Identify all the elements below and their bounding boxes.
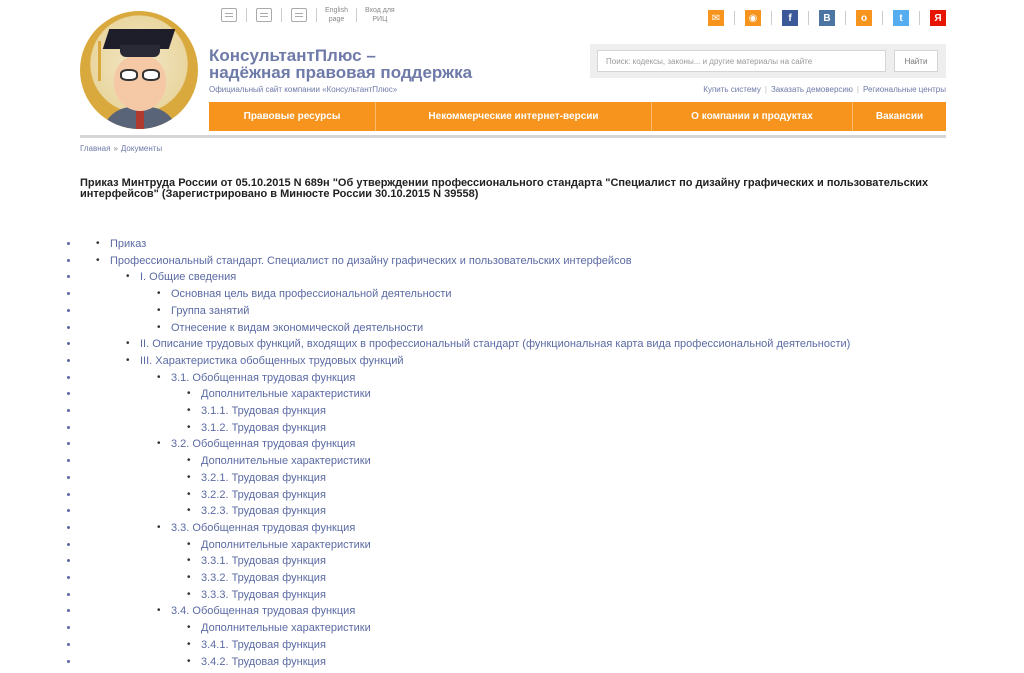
print-icon[interactable] — [256, 8, 272, 22]
facebook-icon[interactable]: f — [782, 10, 798, 26]
toc-link[interactable]: Группа занятий — [171, 304, 250, 317]
toc-item — [80, 269, 946, 286]
mail-icon[interactable]: ✉ — [708, 10, 724, 26]
odnoklassniki-icon[interactable]: о — [856, 10, 872, 26]
toc-link[interactable]: 3.3. Обобщенная трудовая функция — [171, 521, 356, 534]
nav-legal-resources[interactable]: Правовые ресурсы — [209, 102, 376, 131]
toc-item — [80, 503, 946, 520]
brand-subtitle: Официальный сайт компании «КонсультантПлюс» — [209, 85, 398, 94]
breadcrumb: Главная » Документы — [80, 144, 163, 153]
table-of-contents — [80, 236, 946, 670]
toc-link[interactable]: Дополнительные характеристики — [201, 622, 371, 635]
toc-item — [80, 637, 946, 654]
nav-vacancies[interactable]: Вакансии — [875, 111, 924, 122]
toc-item — [80, 570, 946, 587]
toc-item — [80, 553, 946, 570]
toc-item — [80, 370, 946, 387]
toc-link[interactable]: Профессиональный стандарт. Специалист по дизайну графических и пользовательских интерфейсов — [110, 254, 632, 267]
toc-item — [80, 470, 946, 487]
toc-item — [80, 253, 946, 270]
brand-title[interactable]: КонсультантПлюс – надёжная правовая поддержка — [209, 46, 473, 82]
vkontakte-icon[interactable]: В — [819, 10, 835, 26]
toc-link[interactable]: Дополнительные характеристики — [201, 388, 371, 401]
toc-link[interactable]: 3.2.3. Трудовая функция — [201, 505, 326, 518]
toc-item — [80, 453, 946, 470]
toc-item — [80, 353, 946, 370]
toc-item — [80, 487, 946, 504]
toc-item — [80, 303, 946, 320]
toc-item — [80, 520, 946, 537]
nav-divider — [80, 135, 946, 138]
search-button[interactable]: Найти — [894, 50, 938, 72]
toc-link[interactable]: 3.2.2. Трудовая функция — [201, 488, 326, 501]
toc-item — [80, 537, 946, 554]
toc-item — [80, 603, 946, 620]
search-box — [590, 44, 946, 78]
regional-centers-link[interactable]: Региональные центры — [862, 85, 946, 94]
toc-link[interactable]: II. Описание трудовых функций, входящих в профессиональный стандарт (функциональная карта вида профессиональной деятельности) — [140, 338, 851, 351]
toc-link[interactable]: 3.4.1. Трудовая функция — [201, 638, 326, 651]
social-links — [698, 10, 946, 26]
toc-link[interactable]: Основная цель вида профессиональной деятельности — [171, 288, 452, 301]
toc-item — [80, 620, 946, 637]
main-nav — [209, 102, 946, 131]
nav-noncommercial-versions[interactable]: Некоммерческие интернет-версии — [376, 102, 652, 131]
buy-system-link[interactable]: Купить систему — [703, 85, 761, 94]
toc-item — [80, 587, 946, 604]
envelope-icon[interactable] — [291, 8, 307, 22]
toc-item — [80, 436, 946, 453]
toc-item — [80, 236, 946, 253]
toc-item — [80, 654, 946, 671]
mascot-logo[interactable] — [80, 11, 198, 129]
toc-link[interactable]: Дополнительные характеристики — [201, 455, 371, 468]
yandex-icon[interactable]: Я — [930, 10, 946, 26]
search-input[interactable] — [597, 50, 886, 72]
toc-link[interactable]: Дополнительные характеристики — [201, 538, 371, 551]
toc-link[interactable]: 3.1.1. Трудовая функция — [201, 405, 326, 418]
toc-link[interactable]: 3.3.2. Трудовая функция — [201, 572, 326, 585]
header-links: Купить систему | Заказать демоверсию | Региональные центры — [703, 85, 946, 94]
toc-link[interactable]: 3.1. Обобщенная трудовая функция — [171, 371, 356, 384]
document-title: Приказ Минтруда России от 05.10.2015 N 689н "Об утверждении профессионального стандарта "Специалист по дизайну графических и пользовательских интерфейсов" (Зарегистрировано в Минюсте России 30.10.2015 N 39558) — [80, 177, 929, 200]
toc-item — [80, 320, 946, 337]
rss-icon[interactable]: ◉ — [745, 10, 761, 26]
toc-link[interactable]: Отнесение к видам экономической деятельности — [171, 321, 424, 334]
toc-link[interactable]: 3.4. Обобщенная трудовая функция — [171, 605, 356, 618]
toc-link[interactable]: 3.3.3. Трудовая функция — [201, 588, 326, 601]
nav-about-company[interactable]: О компании и продуктах — [652, 102, 853, 131]
page — [80, 0, 946, 673]
twitter-icon[interactable]: t — [893, 10, 909, 26]
toc-link[interactable]: Приказ — [110, 238, 147, 250]
toc-item — [80, 336, 946, 353]
toc-item — [80, 386, 946, 403]
toc-link[interactable]: 3.1.2. Трудовая функция — [201, 421, 326, 434]
toc-item — [80, 286, 946, 303]
toc-link[interactable]: 3.3.1. Трудовая функция — [201, 555, 326, 568]
rits-login-link[interactable]: Вход для РИЦ — [364, 7, 395, 23]
toc-item — [80, 420, 946, 437]
toc-link[interactable]: I. Общие сведения — [140, 271, 237, 284]
sitemap-icon[interactable] — [221, 8, 237, 22]
english-page-link[interactable]: English page — [325, 7, 348, 23]
order-demo-link[interactable]: Заказать демоверсию — [770, 85, 853, 94]
top-utility-bar — [212, 6, 403, 24]
breadcrumb-documents[interactable]: Документы — [120, 144, 163, 153]
toc-link[interactable]: III. Характеристика обобщенных трудовых функций — [140, 354, 404, 367]
toc-link[interactable]: 3.4.2. Трудовая функция — [201, 655, 326, 668]
toc-item — [80, 403, 946, 420]
toc-link[interactable]: 3.2. Обобщенная трудовая функция — [171, 438, 356, 451]
breadcrumb-home[interactable]: Главная — [80, 144, 111, 153]
toc-link[interactable]: 3.2.1. Трудовая функция — [201, 471, 326, 484]
